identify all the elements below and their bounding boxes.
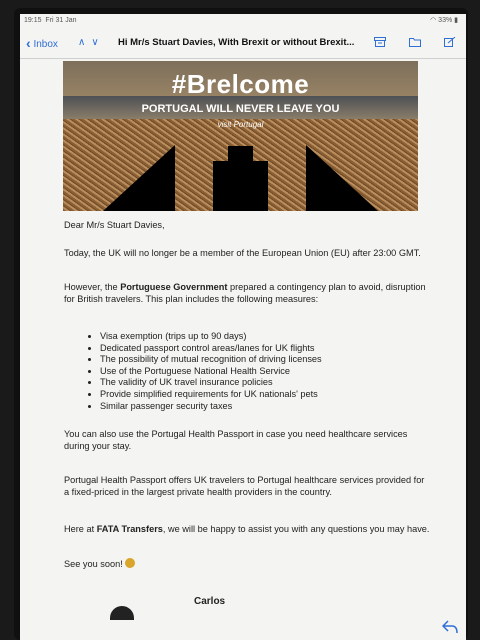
- paragraph-contingency: However, the Portuguese Government prepared a contingency plan to avoid, disruption for British travelers. This plan includes the following measures:: [64, 282, 426, 304]
- list-item: • Visa exemption (trips up to 90 days): [100, 331, 322, 343]
- next-message-icon[interactable]: ∨: [91, 37, 105, 48]
- status-bar: [20, 14, 466, 28]
- measures-list: [64, 331, 322, 412]
- mail-navbar: [20, 28, 466, 58]
- paragraph-health-passport: You can also use the Portugal Health Passport in case you need healthcare services during your stay.: [64, 429, 408, 451]
- paragraph-fata: Here at FATA Transfers, we will be happy to assist you with any questions you may have.: [64, 524, 430, 534]
- previous-message-icon[interactable]: ∧: [78, 37, 92, 48]
- folder-icon[interactable]: [409, 37, 421, 47]
- list-item: • The possibility of mutual recognition of driving licenses: [100, 354, 322, 366]
- list-item: • Use of the Portuguese National Health Service: [100, 366, 322, 378]
- chevron-left-icon: ‹: [26, 35, 31, 51]
- archive-icon[interactable]: [374, 37, 386, 47]
- smile-emoji-icon: [125, 558, 135, 568]
- greeting: Dear Mr/s Stuart Davies,: [64, 220, 165, 230]
- mail-screen: [20, 14, 466, 640]
- paragraph-eu: Today, the UK will no longer be a member of the European Union (EU) after 23:00 GMT.: [64, 248, 421, 258]
- status-time: 19:15 Fri 31 Jan: [24, 17, 77, 24]
- closing-line: See you soon!: [64, 558, 135, 570]
- reply-icon[interactable]: [442, 620, 458, 634]
- mail-toolbar: [354, 28, 456, 58]
- wifi-icon: ◠: [430, 17, 437, 24]
- compose-icon[interactable]: [444, 37, 456, 47]
- banner-title: #Brelcome: [171, 69, 310, 99]
- list-item: • Dedicated passport control areas/lanes for UK flights: [100, 343, 322, 355]
- list-item: • The validity of UK travel insurance policies: [100, 377, 322, 389]
- visit-portugal-logo: visit Portugal: [217, 120, 264, 129]
- status-right: [430, 14, 458, 28]
- back-to-inbox-button[interactable]: [26, 28, 58, 60]
- signature: Carlos: [194, 596, 226, 607]
- back-label: Inbox: [33, 39, 58, 50]
- paragraph-health-services: Portugal Health Passport offers UK travelers to Portugal healthcare services provided for a fixed-priced in the largest private health providers in the country.: [64, 475, 425, 497]
- battery-percent: 33%: [438, 17, 453, 24]
- promo-banner: [63, 61, 418, 211]
- battery-icon: ▮: [454, 17, 458, 24]
- logo-fragment: [110, 606, 134, 620]
- email-subject: Hi Mr/s Stuart Davies, With Brexit or without Brexit...: [118, 37, 355, 48]
- list-item: • Provide simplified requirements for UK nationals' pets: [100, 389, 322, 401]
- banner-subtitle: PORTUGAL WILL NEVER LEAVE YOU: [141, 103, 340, 115]
- message-nav: [78, 28, 105, 58]
- list-item: • Similar passenger security taxes: [100, 401, 322, 413]
- navbar-divider: [20, 58, 466, 59]
